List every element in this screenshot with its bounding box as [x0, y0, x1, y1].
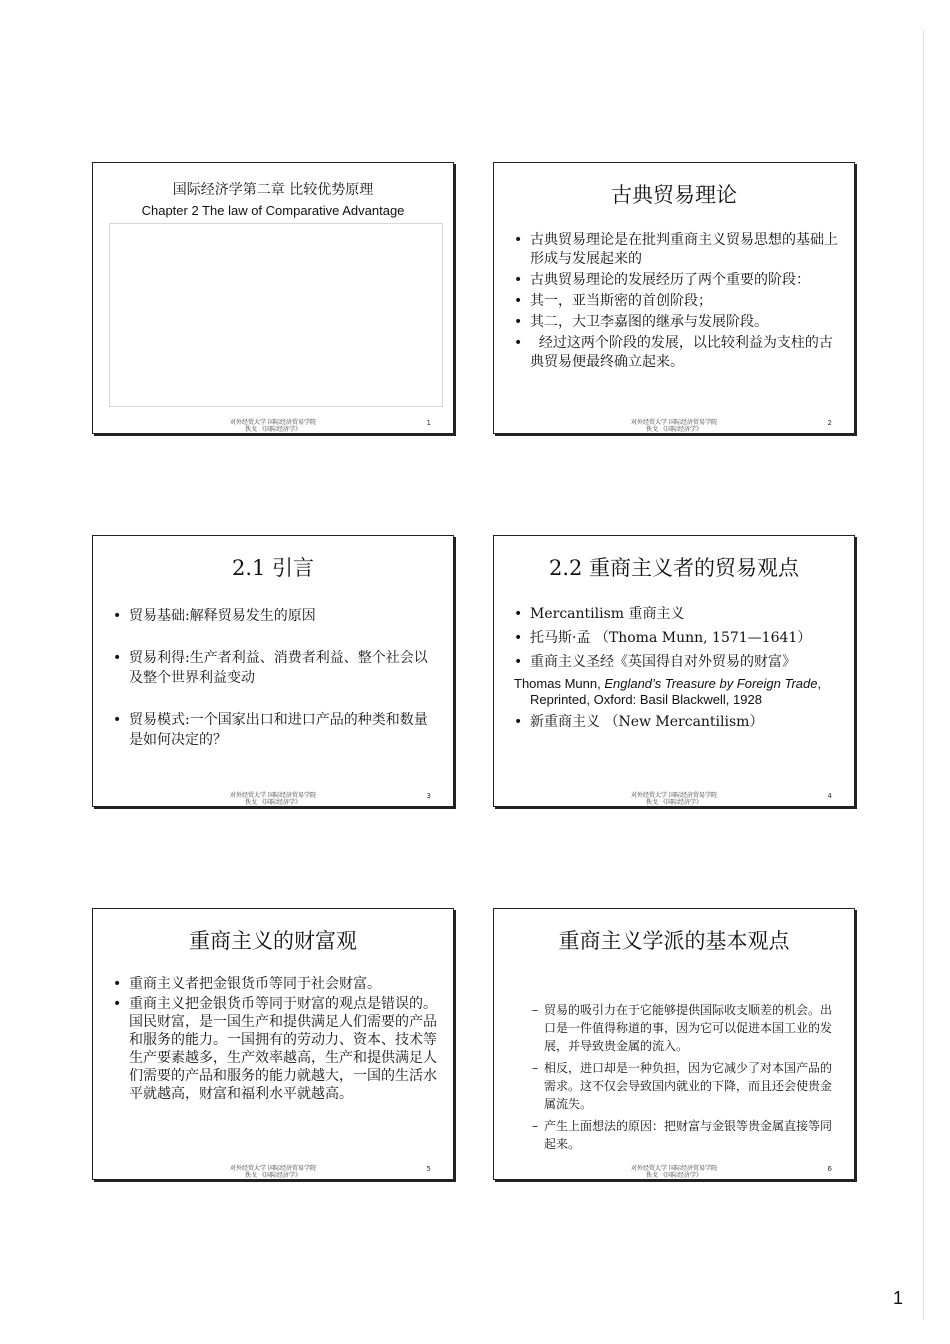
- slide-5-bullets: [113, 975, 437, 1105]
- bullet-item: • 贸易利得:生产者利益、消费者利益、整个社会以及整个世界利益变动: [113, 648, 437, 688]
- bullet-item: • 贸易模式:一个国家出口和进口产品的种类和数量是如何决定的？: [113, 710, 437, 750]
- slide-number: 2: [827, 419, 832, 427]
- slide-number: 1: [426, 419, 431, 427]
- dash-item: – 贸易的吸引力在于它能够提供国际收支顺差的机会。出口是一件值得称道的事，因为它可以促进本国工业的发展，并导致贵金属的流入。: [532, 1001, 832, 1055]
- slide-number: 6: [827, 1165, 832, 1173]
- slide-footer: [203, 419, 343, 433]
- slide-3: [92, 535, 454, 807]
- bullet-item: • 古典贸易理论的发展经历了两个重要的阶段：: [514, 271, 838, 290]
- slide-2-bullets: [514, 231, 838, 374]
- bullet-item: • 经过这两个阶段的发展，以比较利益为支柱的古典贸易便最终确立起来。: [514, 334, 838, 372]
- slide-footer: [604, 792, 744, 806]
- slide-number: 5: [426, 1165, 431, 1173]
- slide-4-body: [514, 604, 838, 736]
- reference-citation: [514, 676, 838, 708]
- reference-author: Thomas Munn,: [514, 676, 605, 691]
- slide-number: 4: [827, 792, 832, 800]
- slide-6: [493, 908, 855, 1180]
- footer-line-2: 佚戈 《国际经济学》: [245, 426, 301, 433]
- page-number: 1: [893, 1288, 904, 1308]
- reference-title: England’s Treasure by Foreign Trade: [604, 676, 818, 691]
- dash-item: – 产生上面想法的原因：把财富与金银等贵金属直接等同起来。: [532, 1117, 832, 1153]
- footer-line-1: 对外经贸大学 国际经济贸易学院: [631, 419, 717, 426]
- slide-footer: [604, 419, 744, 433]
- footer-line-1: 对外经贸大学 国际经济贸易学院: [631, 1165, 717, 1172]
- footer-line-1: 对外经贸大学 国际经济贸易学院: [230, 1165, 316, 1172]
- slide-6-title: 重商主义学派的基本观点: [558, 929, 790, 953]
- slide-3-title: 2.1 引言: [231, 556, 315, 580]
- slide-footer: [604, 1165, 744, 1179]
- footer-line-2: 佚戈 《国际经济学》: [646, 1172, 702, 1179]
- slide-footer: [203, 792, 343, 806]
- footer-line-1: 对外经贸大学 国际经济贸易学院: [230, 419, 316, 426]
- slide-1-title-cn: 国际经济学第二章 比较优势原理: [172, 182, 374, 198]
- bullet-item: • 重商主义把金银货币等同于财富的观点是错误的。国民财富，是一国生产和提供满足人们需要的产品和服务的能力。一国拥有的劳动力、资本、技术等生产要素越多，生产效率越高，生产和提供满足人们需要的产品和服务的能力就越大，一国的生活水平就越高，财富和福利水平就越高。: [113, 995, 437, 1103]
- bullet-item: • 托马斯·孟 （Thoma Munn, 1571—1641）: [514, 628, 838, 648]
- slide-1: [92, 162, 454, 434]
- slide-5: [92, 908, 454, 1180]
- slide-4: [493, 535, 855, 807]
- slide-4-bullets: [514, 604, 838, 672]
- slide-3-bullets: [113, 606, 437, 772]
- bullet-item: • Mercantilism 重商主义: [514, 604, 838, 624]
- slide-1-title-en: Chapter 2 The law of Comparative Advantage: [141, 203, 405, 218]
- slide-5-title: 重商主义的财富观: [189, 929, 357, 953]
- slide-1-image-placeholder: [109, 223, 443, 407]
- bullet-item: • 新重商主义 （New Mercantilism）: [514, 712, 838, 732]
- footer-line-2: 佚戈 《国际经济学》: [245, 1172, 301, 1179]
- slide-footer: [203, 1165, 343, 1179]
- footer-line-2: 佚戈 《国际经济学》: [245, 799, 301, 806]
- footer-line-2: 佚戈 《国际经济学》: [646, 799, 702, 806]
- slide-2: [493, 162, 855, 434]
- bullet-item: • 其一，亚当斯密的首创阶段；: [514, 292, 838, 311]
- page-margin-rule: [923, 30, 924, 1320]
- slide-4-title: 2.2 重商主义者的贸易观点: [548, 556, 800, 580]
- slide-2-title: 古典贸易理论: [611, 183, 737, 207]
- bullet-item: • 重商主义圣经《英国得自对外贸易的财富》: [514, 652, 838, 672]
- bullet-item: • 重商主义者把金银货币等同于社会财富。: [113, 975, 437, 993]
- footer-line-1: 对外经贸大学 国际经济贸易学院: [230, 792, 316, 799]
- slide-6-dash-list: [532, 1001, 832, 1157]
- reference-publisher: , Reprinted, Oxford: Basil Blackwell, 1928: [530, 676, 822, 707]
- bullet-item: • 贸易基础:解释贸易发生的原因: [113, 606, 437, 626]
- slide-number: 3: [426, 792, 431, 800]
- bullet-item: • 其二，大卫李嘉图的继承与发展阶段。: [514, 313, 838, 332]
- footer-line-1: 对外经贸大学 国际经济贸易学院: [631, 792, 717, 799]
- footer-line-2: 佚戈 《国际经济学》: [646, 426, 702, 433]
- slide-4-bullets-extra: [514, 712, 838, 732]
- dash-item: – 相反，进口却是一种负担，因为它减少了对本国产品的需求。这不仅会导致国内就业的下降，而且还会使贵金属流失。: [532, 1059, 832, 1113]
- bullet-item: • 古典贸易理论是在批判重商主义贸易思想的基础上形成与发展起来的: [514, 231, 838, 269]
